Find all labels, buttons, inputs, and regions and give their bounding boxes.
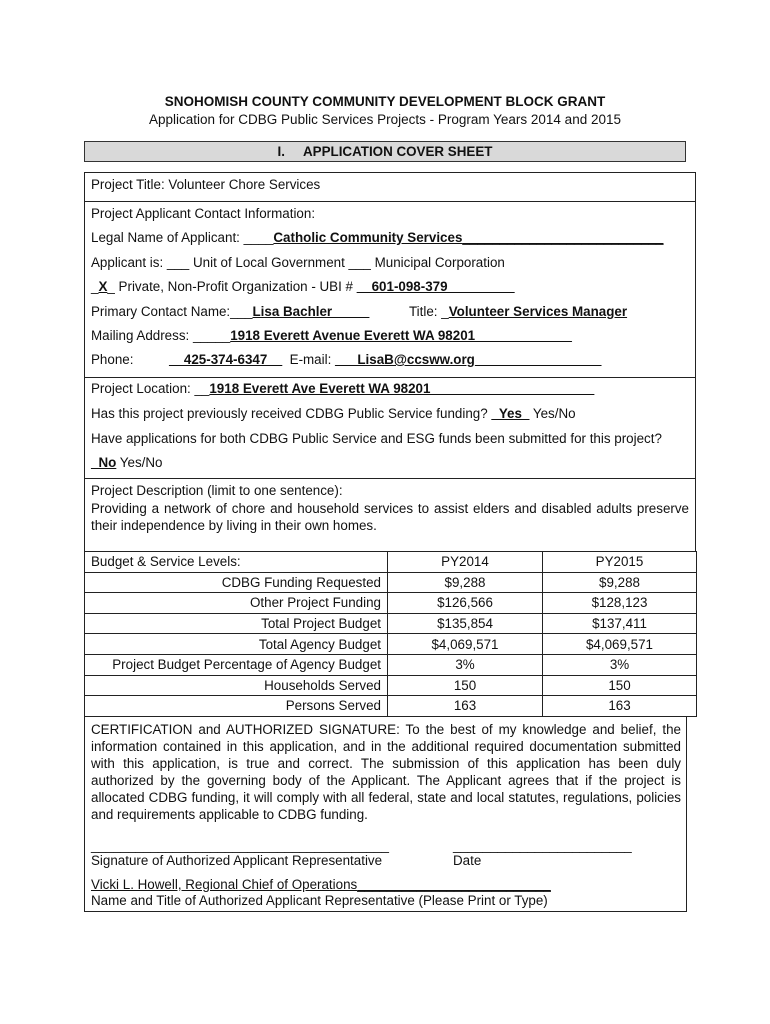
project-title: Project Title: Volunteer Chore Services [91,177,321,192]
section-heading [84,141,686,162]
esg-answer: _No [91,455,117,470]
primary-contact-row [91,304,369,319]
esg-answer-row [91,455,162,470]
date-line: ________________________ [453,838,632,853]
table-row [85,593,697,614]
contact-title-label: Title: _ [409,304,449,319]
legal-name-value: Catholic Community Services [273,230,463,245]
email-label: E-mail: [289,352,336,367]
phone-email-row [169,352,601,367]
representative-name-row [91,877,551,892]
project-location-row [91,381,594,396]
esg-question: Have applications for both CDBG Public Service and ESG funds been submitted for this project? [91,431,662,446]
budget-py2015-value: 3% [543,654,697,675]
representative-name-value: Vicki L. Howell, Regional Chief of Operations [91,877,358,892]
primary-contact-label: Primary Contact Name:___ [91,304,253,319]
contact-heading: Project Applicant Contact Information: [91,206,316,221]
representative-name-label: Name and Title of Authorized Applicant Representative (Please Print or Type) [91,893,548,908]
phone-value: __425-374-6347__ [169,352,283,367]
project-location-value: 1918 Everett Ave Everett WA 98201______________________ [209,381,595,396]
section-number: I. [277,144,285,159]
prior-funding-question: Has this project previously received CDBG Public Service funding? [91,406,492,421]
primary-contact-value: Lisa Bachler_____ [252,304,370,319]
project-location-label: Project Location: __ [91,381,210,396]
budget-py2015-value: $128,123 [543,593,697,614]
legal-name-row [91,230,663,245]
budget-row-label: CDBG Funding Requested [85,572,388,593]
nonprofit-mark: X [98,279,108,294]
representative-name-tail: __________________________ [357,877,551,892]
applicant-type-row: Applicant is: ___ Unit of Local Government ___ Municipal Corporation [91,255,505,270]
budget-col-py2014: PY2014 [388,552,543,573]
mailing-address-value: 1918 Everett Avenue Everett WA 98201_____________ [230,328,572,343]
budget-row-label: Households Served [85,675,388,696]
budget-row-label: Total Agency Budget [85,634,388,655]
project-description-text: Providing a network of chore and household services to assist elders and disabled adults preserve their independence by living in their own homes. [91,501,689,533]
phone-label: Phone: [91,352,134,367]
budget-py2015-value: $4,069,571 [543,634,697,655]
contact-title-row [409,304,627,319]
prior-funding-answer: _Yes_ [491,406,530,421]
budget-row-label: Persons Served [85,696,388,717]
budget-py2015-value: $137,411 [543,613,697,634]
certification-text: CERTIFICATION and AUTHORIZED SIGNATURE: To the best of my knowledge and belief, the information contained in this application, and in the additional required documentation submitted with this application, is true and correct. The submission of this application has been duly authorized by the governing body of the Applicant. The Applicant agrees that if the project is allocated CDBG funding, it will comply with all federal, state and local statutes, regulations, policies and requirements applicable to CDBG funding. [91,722,681,822]
budget-py2015-value: $9,288 [543,572,697,593]
budget-py2014-value: 3% [388,654,543,675]
mailing-address-label: Mailing Address: _____ [91,328,231,343]
nonprofit-prefix: _ [91,279,99,294]
mailing-address-row [91,328,572,343]
budget-table [84,551,697,717]
legal-name-label: Legal Name of Applicant: ____ [91,230,274,245]
table-row [85,634,697,655]
signature-line: ________________________________________ [91,838,389,853]
project-description-label: Project Description (limit to one sentence): [91,483,343,498]
prior-funding-row [91,406,576,421]
budget-py2014-value: 150 [388,675,543,696]
budget-py2014-value: $4,069,571 [388,634,543,655]
table-row [85,675,697,696]
prior-funding-options: Yes/No [529,406,576,421]
budget-row-label: Other Project Funding [85,593,388,614]
document-subtitle: Application for CDBG Public Services Projects - Program Years 2014 and 2015 [149,112,621,127]
ubi-value: __601-098-379_________ [356,279,515,294]
table-row [85,613,697,634]
document-title: SNOHOMISH COUNTY COMMUNITY DEVELOPMENT BLOCK GRANT [164,94,606,109]
table-row [85,654,697,675]
budget-row-label: Project Budget Percentage of Agency Budget [85,654,388,675]
budget-py2014-value: $135,854 [388,613,543,634]
legal-name-tail: ___________________________ [462,230,664,245]
budget-py2014-value: 163 [388,696,543,717]
nonprofit-row [91,279,515,294]
email-value: ___LisaB@ccsww.org_________________ [335,352,602,367]
budget-col-py2015: PY2015 [543,552,697,573]
section-title: APPLICATION COVER SHEET [302,144,493,159]
budget-header-label: Budget & Service Levels: [85,552,388,573]
table-row [85,696,697,717]
date-label: Date [453,853,482,868]
budget-py2014-value: $9,288 [388,572,543,593]
budget-py2015-value: 163 [543,696,697,717]
esg-options: Yes/No [116,455,163,470]
budget-py2015-value: 150 [543,675,697,696]
signature-label: Signature of Authorized Applicant Representative [91,853,383,868]
budget-header-row [85,552,697,573]
table-row [85,572,697,593]
contact-title-value: Volunteer Services Manager [448,304,628,319]
budget-row-label: Total Project Budget [85,613,388,634]
nonprofit-label: _ Private, Non-Profit Organization - UBI # [107,279,357,294]
budget-py2014-value: $126,566 [388,593,543,614]
